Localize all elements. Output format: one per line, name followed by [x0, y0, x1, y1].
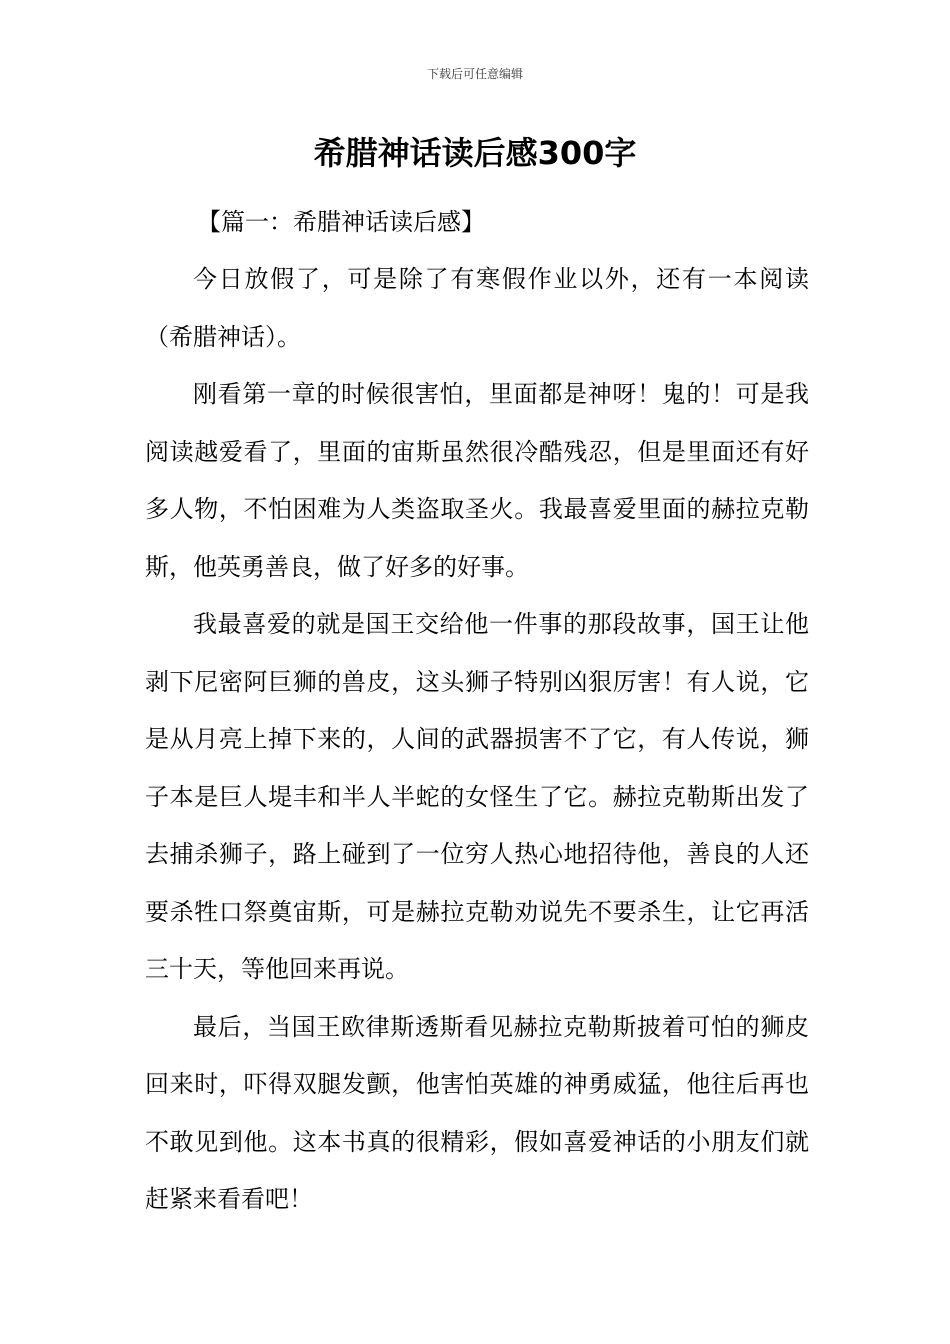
paragraph: 刚看第一章的时候很害怕，里面都是神呀！鬼的！可是我阅读越爱看了，里面的宙斯虽然很冷酷残忍，但是里面还有好多人物，不怕困难为人类盗取圣火。我最喜爱里面的赫拉克勒斯，他英勇善良，做了好多的好事。 — [145, 380, 809, 581]
header-note: 下载后可任意编辑 — [426, 67, 523, 81]
paragraph: 我最喜爱的就是国王交给他一件事的那段故事，国王让他剥下尼密阿巨狮的兽皮，这头狮子特别凶狠厉害！有人说，它是从月亮上掉下来的，人间的武器损害不了它，有人传说，狮子本是巨人堤丰和半人半蛇的女怪生了它。赫拉克勒斯出发了去捕杀狮子，路上碰到了一位穷人热心地招待他，善良的人还要杀牲口祭奠宙斯，可是赫拉克勒劝说先不要杀生，让它再活三十天，等他回来再说。 — [145, 610, 809, 983]
paragraph: 今日放假了，可是除了有寒假作业以外，还有一本阅读（希腊神话）。 — [145, 265, 809, 351]
document-title: 希腊神话读后感300字 — [313, 134, 637, 172]
document-body — [145, 251, 809, 1229]
section-heading: 【篇一：希腊神话读后感】 — [197, 208, 485, 236]
paragraph: 最后，当国王欧律斯透斯看见赫拉克勒斯披着可怕的狮皮回来时，吓得双腿发颤，他害怕英雄的神勇威猛，他往后再也不敢见到他。这本书真的很精彩，假如喜爱神话的小朋友们就赶紧来看看吧！ — [145, 1012, 809, 1213]
